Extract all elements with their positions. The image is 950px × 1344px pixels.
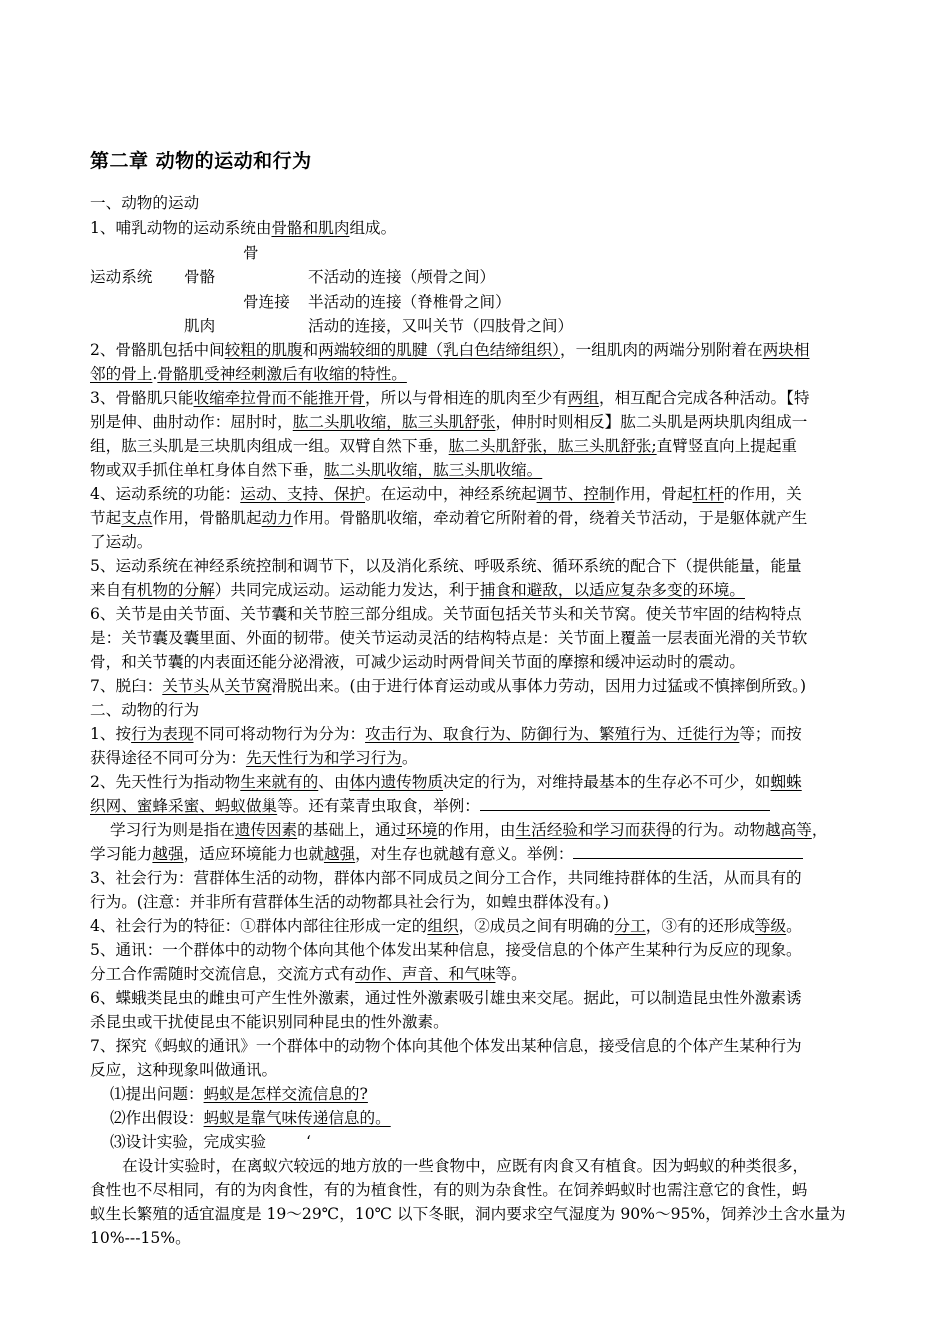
diagram-gulian: 骨连接: [243, 293, 290, 311]
behavior-item-4: 4、社会行为的特征：①群体内部往往形成一定的组织，②成员之间有明确的分工，③有的还形成等级。: [90, 917, 802, 935]
diagram-system: 运动系统: [90, 268, 153, 286]
diagram-row-1: 不活动的连接（颅骨之间）: [308, 268, 496, 286]
paragraph-7: 7、脱臼：关节头从关节窝滑脱出来。(由于进行体育运动或从事体力劳动，因用力过猛或不慎摔倒所致。): [90, 677, 807, 695]
answer-blank[interactable]: [573, 844, 803, 859]
diagram-jirou: 肌肉: [184, 317, 216, 335]
chapter-title: 第二章 动物的运动和行为: [90, 150, 312, 172]
diagram-row-3: 活动的连接，又叫关节（四肢骨之间）: [308, 317, 574, 335]
diagram-guge: 骨骼: [184, 268, 216, 286]
diagram-gu: 骨: [243, 244, 259, 262]
answer-blank[interactable]: [480, 796, 770, 811]
paragraph-1: 1、哺乳动物的运动系统由骨骼和肌肉组成。: [90, 219, 397, 237]
diagram-row-2: 半活动的连接（脊椎骨之间）: [308, 293, 511, 311]
section-heading: 二、动物的行为: [90, 701, 200, 719]
section-heading: 一、动物的运动: [90, 194, 200, 212]
